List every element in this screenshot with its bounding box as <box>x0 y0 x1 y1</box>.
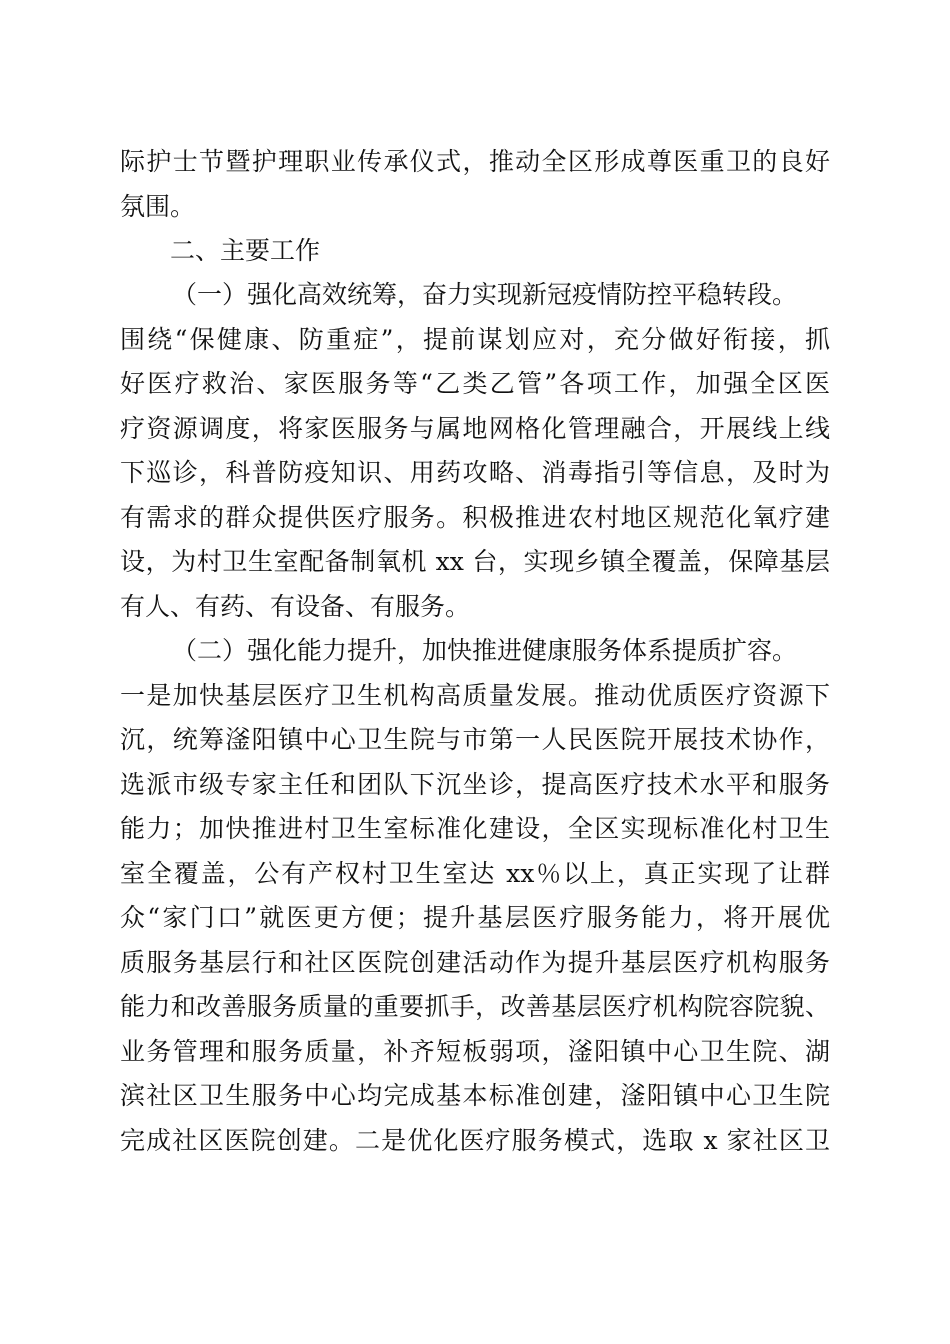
body-text-line: 有人、有药、有设备、有服务。 <box>120 592 471 621</box>
body-text-line: 能力；加快推进村卫生室标准化建设，全区实现标准化村卫生 <box>120 814 830 843</box>
body-text-line: 沉，统筹滏阳镇中心卫生院与市第一人民医院开展技术协作， <box>120 725 830 754</box>
body-text-line: 质服务基层行和社区医院创建活动作为提升基层医疗机构服务 <box>120 948 830 977</box>
body-text-line: 完成社区医院创建。二是优化医疗服务模式，选取 x 家社区卫 <box>120 1126 830 1155</box>
body-text-line: 下巡诊，科普防疫知识、用药攻略、消毒指引等信息，及时为 <box>120 458 830 487</box>
body-text-line: 众“家门口”就医更方便；提升基层医疗服务能力，将开展优 <box>120 903 830 932</box>
body-text-line: 好医疗救治、家医服务等“乙类乙管”各项工作，加强全区医 <box>120 369 830 398</box>
body-text-line: 际护士节暨护理职业传承仪式，推动全区形成尊医重卫的良好 <box>120 147 830 176</box>
body-text-line: 设，为村卫生室配备制氧机 xx 台，实现乡镇全覆盖，保障基层 <box>120 547 830 576</box>
body-text-line: 疗资源调度，将家医服务与属地网格化管理融合，开展线上线 <box>120 414 830 443</box>
subsection-heading: （二）强化能力提升，加快推进健康服务体系提质扩容。 <box>172 636 798 665</box>
body-text-line: 有需求的群众提供医疗服务。积极推进农村地区规范化氧疗建 <box>120 503 830 532</box>
body-text-line: 氛围。 <box>120 192 196 221</box>
subsection-heading: （一）强化高效统筹，奋力实现新冠疫情防控平稳转段。 <box>172 280 798 309</box>
body-text-line: 一是加快基层医疗卫生机构高质量发展。推动优质医疗资源下 <box>120 681 830 710</box>
body-text-line: 室全覆盖，公有产权村卫生室达 xx％以上，真正实现了让群 <box>120 859 830 888</box>
body-text-line: 能力和改善服务质量的重要抓手，改善基层医疗机构院容院貌、 <box>120 992 830 1021</box>
body-text-line: 围绕“保健康、防重症”，提前谋划应对，充分做好衔接，抓 <box>120 325 830 354</box>
body-text-line: 滨社区卫生服务中心均完成基本标准创建，滏阳镇中心卫生院 <box>120 1081 830 1110</box>
body-text-line: 选派市级专家主任和团队下沉坐诊，提高医疗技术水平和服务 <box>120 770 830 799</box>
body-text-line: 业务管理和服务质量，补齐短板弱项，滏阳镇中心卫生院、湖 <box>120 1037 830 1066</box>
section-heading: 二、主要工作 <box>170 236 321 265</box>
